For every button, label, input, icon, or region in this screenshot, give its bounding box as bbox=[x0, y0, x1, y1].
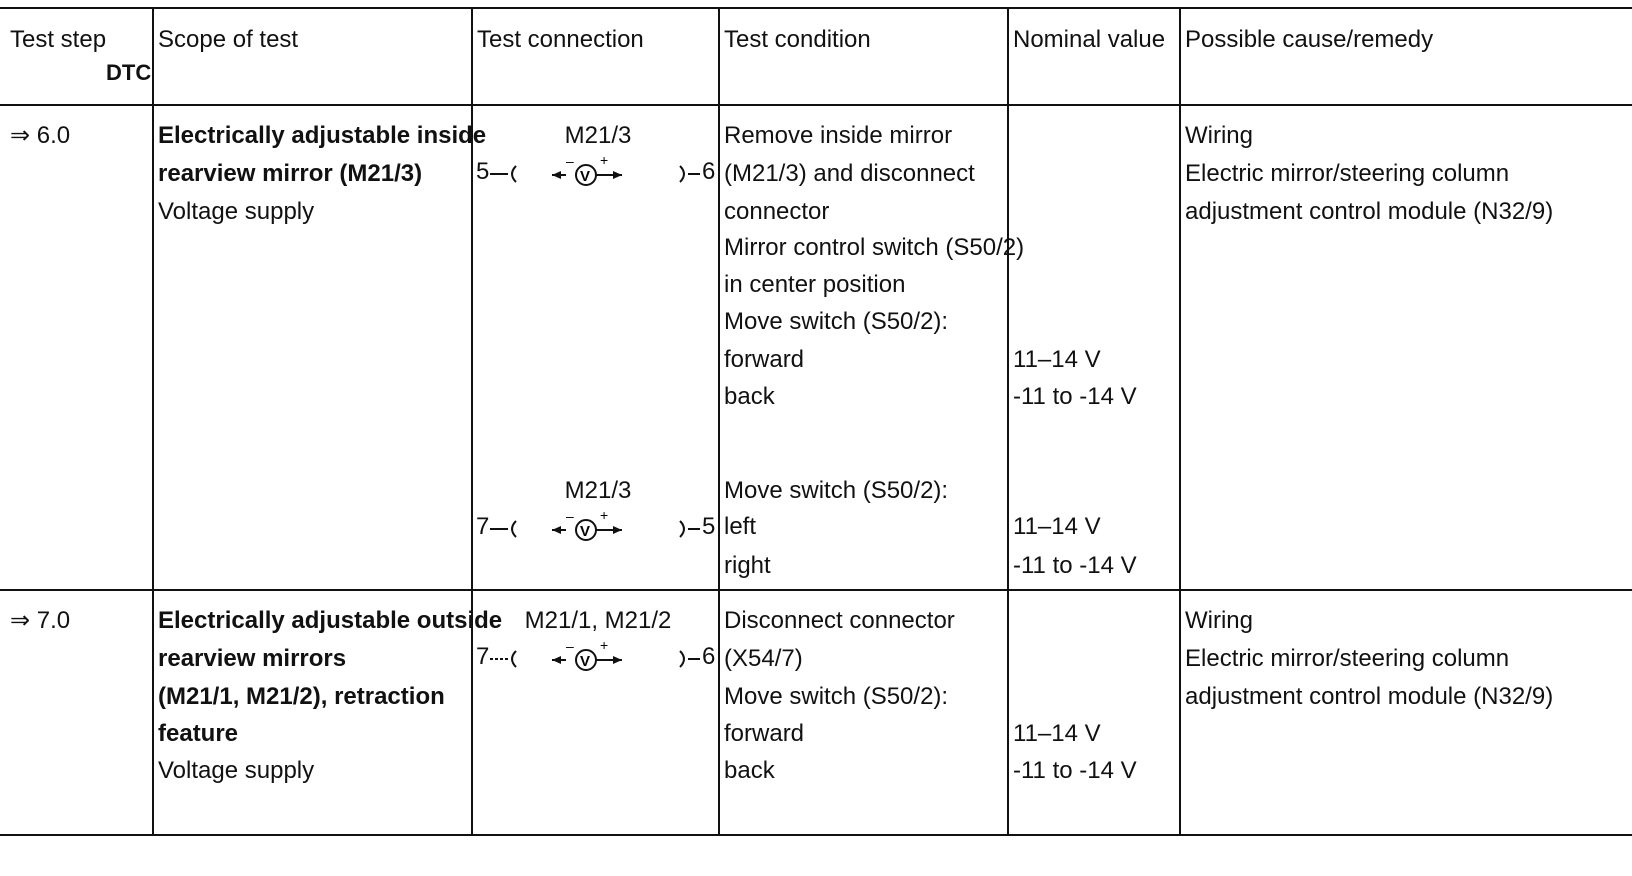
cause-line: Wiring bbox=[1185, 607, 1254, 634]
header-bottom-rule bbox=[0, 104, 1632, 106]
scope-title-line: Electrically adjustable outside bbox=[158, 607, 503, 634]
scope-title-line: (M21/1, M21/2), retraction bbox=[158, 683, 445, 710]
scope-subtitle: Voltage supply bbox=[158, 198, 315, 225]
svg-text:–: – bbox=[566, 153, 574, 169]
test-connection-diagram bbox=[468, 116, 728, 196]
connection-right-pin: 5 bbox=[702, 513, 716, 540]
condition-line: Move switch (S50/2): bbox=[724, 683, 949, 710]
header-cause: Possible cause/remedy bbox=[1185, 26, 1434, 53]
condition-line: back bbox=[724, 383, 775, 410]
test-step-6-0: ⇒ 6.0 bbox=[10, 122, 71, 149]
condition-line: (M21/3) and disconnect bbox=[724, 160, 975, 187]
header-connection: Test connection bbox=[477, 26, 644, 53]
connection-label: M21/3 bbox=[564, 477, 632, 504]
nominal-value: 11–14 V bbox=[1013, 513, 1101, 540]
cause-line: Electric mirror/steering column bbox=[1185, 160, 1510, 187]
connection-right-pin: 6 bbox=[702, 158, 716, 185]
connection-left-pin: 7 bbox=[476, 643, 490, 670]
cause-line: Electric mirror/steering column bbox=[1185, 645, 1510, 672]
condition-line: forward bbox=[724, 346, 805, 373]
condition-line: Mirror control switch (S50/2) bbox=[724, 234, 1025, 261]
scope-title-line: rearview mirror (M21/3) bbox=[158, 160, 423, 187]
svg-text:V: V bbox=[580, 523, 591, 540]
header-nominal: Nominal value bbox=[1013, 26, 1166, 53]
header-dtc: DTC bbox=[106, 60, 152, 85]
test-connection-diagram bbox=[468, 471, 728, 551]
connection-left-pin: 5 bbox=[476, 158, 490, 185]
svg-text:V: V bbox=[580, 653, 591, 670]
nominal-value: 11–14 V bbox=[1013, 720, 1101, 747]
condition-line: Move switch (S50/2): bbox=[724, 308, 949, 335]
svg-text:V: V bbox=[580, 168, 591, 185]
col-divider-5 bbox=[1179, 7, 1181, 836]
voltmeter-icon bbox=[468, 507, 728, 551]
scope-title-line: Electrically adjustable inside bbox=[158, 122, 487, 149]
svg-text:–: – bbox=[566, 508, 574, 524]
scope-subtitle: Voltage supply bbox=[158, 757, 315, 784]
condition-line: connector bbox=[724, 198, 830, 225]
header-condition: Test condition bbox=[724, 26, 871, 53]
condition-line: forward bbox=[724, 720, 805, 747]
table-bottom-rule bbox=[0, 834, 1632, 836]
test-connection-diagram bbox=[468, 601, 728, 681]
cause-line: adjustment control module (N32/9) bbox=[1185, 683, 1554, 710]
scope-title-line: rearview mirrors bbox=[158, 645, 347, 672]
svg-text:+: + bbox=[600, 507, 609, 523]
nominal-value: -11 to -14 V bbox=[1013, 757, 1137, 784]
condition-line: right bbox=[724, 552, 771, 579]
connection-label: M21/3 bbox=[564, 122, 632, 149]
connection-left-pin: 7 bbox=[476, 513, 490, 540]
condition-line: Remove inside mirror bbox=[724, 122, 953, 149]
test-step-7-0: ⇒ 7.0 bbox=[10, 607, 71, 634]
cause-line: Wiring bbox=[1185, 122, 1254, 149]
svg-text:–: – bbox=[566, 638, 574, 654]
connection-label: M21/1, M21/2 bbox=[524, 607, 672, 634]
voltmeter-icon bbox=[468, 637, 728, 681]
scope-title-line: feature bbox=[158, 720, 239, 747]
row-divider bbox=[0, 589, 1632, 591]
condition-line: left bbox=[724, 513, 757, 540]
condition-line: back bbox=[724, 757, 775, 784]
svg-text:+: + bbox=[600, 152, 609, 168]
cause-line: adjustment control module (N32/9) bbox=[1185, 198, 1554, 225]
col-divider-4 bbox=[1007, 7, 1009, 836]
header-test-step: Test step bbox=[10, 26, 107, 53]
table-top-rule bbox=[0, 7, 1632, 9]
condition-line: in center position bbox=[724, 271, 906, 298]
condition-line: (X54/7) bbox=[724, 645, 803, 672]
connection-right-pin: 6 bbox=[702, 643, 716, 670]
nominal-value: -11 to -14 V bbox=[1013, 552, 1137, 579]
svg-text:+: + bbox=[600, 637, 609, 653]
col-divider-1 bbox=[152, 7, 154, 836]
condition-line: Move switch (S50/2): bbox=[724, 477, 949, 504]
header-scope: Scope of test bbox=[158, 26, 299, 53]
nominal-value: 11–14 V bbox=[1013, 346, 1101, 373]
nominal-value: -11 to -14 V bbox=[1013, 383, 1137, 410]
condition-line: Disconnect connector bbox=[724, 607, 955, 634]
voltmeter-icon bbox=[468, 152, 728, 196]
